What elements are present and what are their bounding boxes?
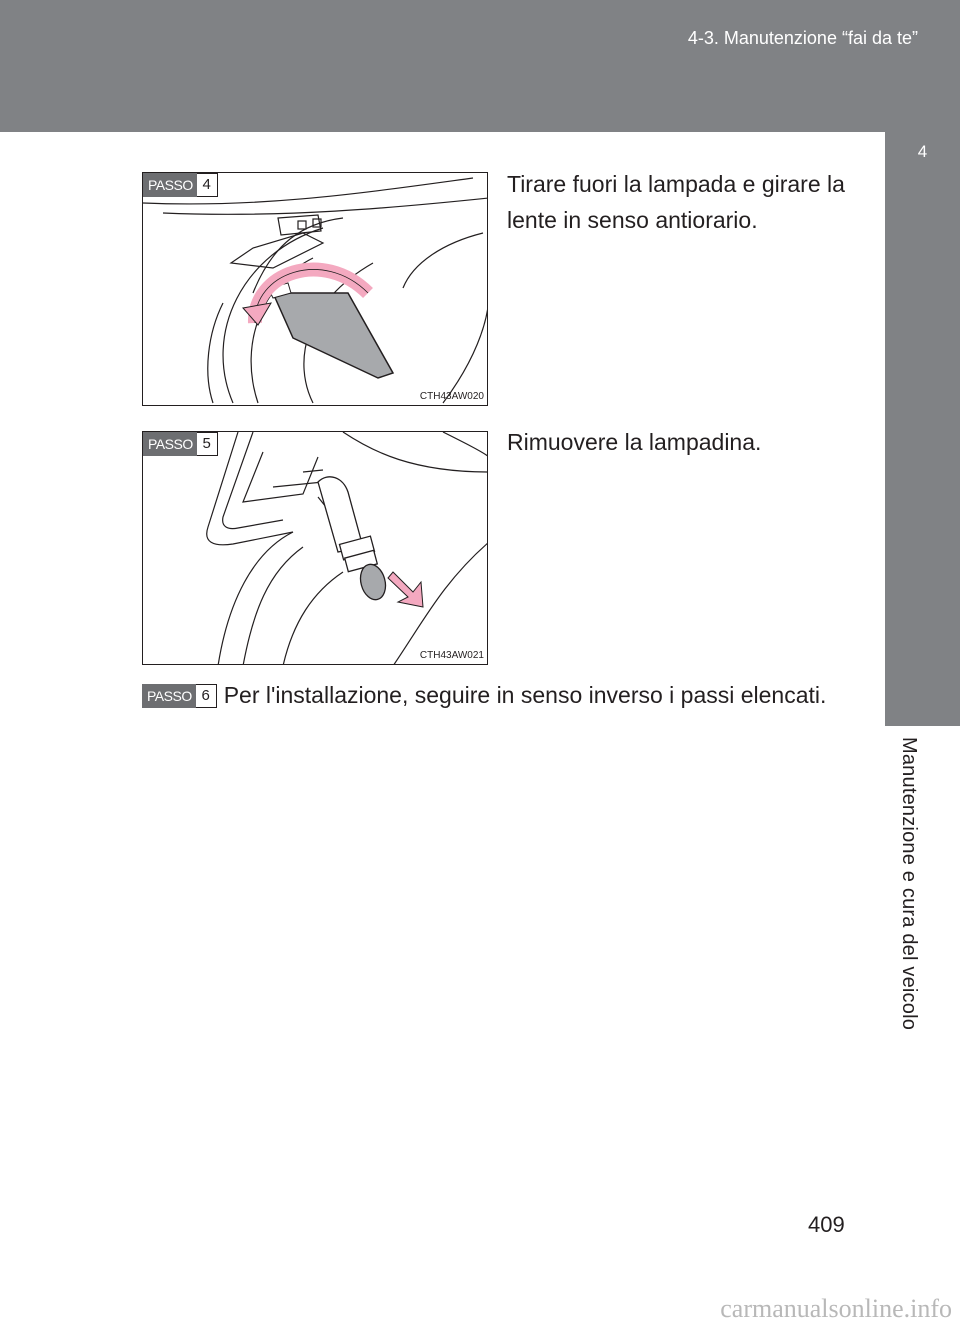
page-header (0, 0, 960, 132)
figure-code: CTH43AW021 (419, 650, 484, 661)
watermark: carmanualsonline.info (720, 1294, 952, 1323)
step-number: 4 (197, 173, 218, 197)
step-badge-label: PASSO (143, 432, 197, 456)
step-badge (143, 173, 218, 197)
section-title: 4-3. Manutenzione “fai da te” (687, 28, 918, 48)
figure-code: CTH43AW020 (419, 391, 484, 402)
bulb-removal-illustration (143, 432, 488, 665)
figure-step-4 (142, 172, 488, 406)
step-6-text: Per l'installazione, seguire in senso inverso i passi elencati. (223, 682, 827, 708)
step-4-text: Tirare fuori la lampada e girare la lente in senso antiorario. (507, 171, 845, 233)
step-badge (142, 684, 217, 708)
chapter-number: 4 (917, 142, 928, 161)
step-number: 5 (197, 432, 218, 456)
lamp-lens-illustration (143, 173, 488, 406)
chapter-label: Manutenzione e cura del veicolo (898, 737, 920, 1031)
step-5-text: Rimuovere la lampadina. (507, 429, 762, 455)
step-badge-label: PASSO (143, 173, 197, 197)
page-number: 409 (808, 1212, 845, 1237)
step-6 (142, 682, 826, 709)
step-badge-label: PASSO (142, 684, 196, 708)
step-number: 6 (196, 684, 217, 708)
chapter-tab (885, 132, 960, 726)
figure-step-5 (142, 431, 488, 665)
step-badge (143, 432, 218, 456)
